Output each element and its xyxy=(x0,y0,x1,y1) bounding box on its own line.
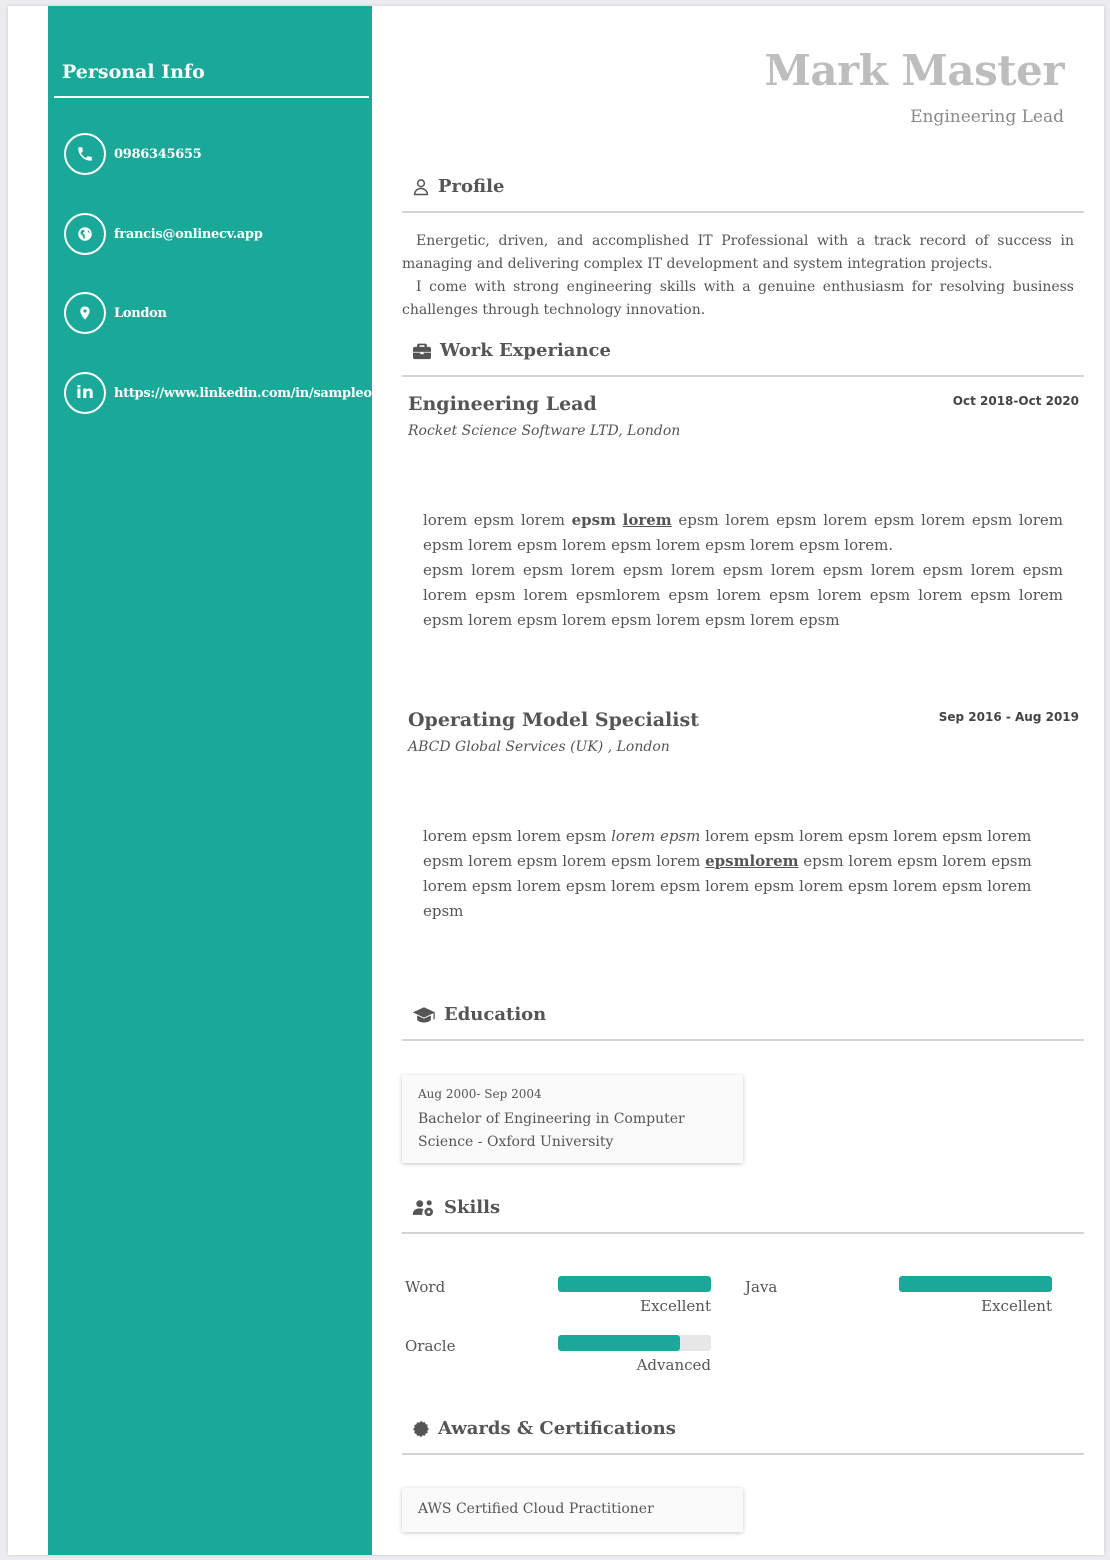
skill-level: Excellent xyxy=(640,1297,711,1315)
profile-heading-text: Profile xyxy=(438,176,505,197)
job-company: Rocket Science Software LTD, London xyxy=(408,423,681,439)
sidebar xyxy=(48,6,398,1555)
certificate-icon xyxy=(412,1420,430,1438)
work-divider xyxy=(402,375,1084,377)
skill-level: Excellent xyxy=(981,1297,1052,1315)
awards-divider xyxy=(402,1453,1084,1455)
skills-heading xyxy=(412,1197,500,1218)
desc-text: lorem epsm lorem epsm lorem epsm lorem epsm lorem epsm lorem epsm lorem xyxy=(423,827,1032,870)
skills-heading-text: Skills xyxy=(444,1197,501,1218)
linkedin-glyph: in xyxy=(76,382,94,403)
job-description-line: epsm lorem epsm lorem epsm lorem epsm lorem epsm lorem epsm lorem epsm lorem epsm lorem epsmlorem epsm lorem epsm lorem epsm lorem epsm lorem epsm lorem epsm lorem epsm lorem epsm lorem epsm xyxy=(423,561,1063,629)
graduation-cap-icon xyxy=(412,1006,436,1024)
skill-level: Advanced xyxy=(636,1356,711,1374)
award-item: AWS Certified Cloud Practitioner xyxy=(418,1501,654,1517)
education-heading xyxy=(412,1004,546,1025)
email-text[interactable]: francis@onlinecv.app xyxy=(114,226,263,242)
profile-paragraph: Energetic, driven, and accomplished IT Professional with a track record of success in managing and delivering complex IT development and system integration projects. xyxy=(402,233,1074,272)
location-text: London xyxy=(114,305,167,321)
skill-name: Oracle xyxy=(405,1337,456,1355)
candidate-title: Engineering Lead xyxy=(910,107,1064,127)
skill-bar xyxy=(558,1335,711,1351)
profile-paragraph: I come with strong engineering skills with a genuine enthusiasm for resolving business challenges through technology innovation. xyxy=(402,279,1074,318)
education-card xyxy=(402,1075,743,1163)
job-description-line xyxy=(423,508,1063,558)
award-card xyxy=(402,1488,743,1532)
job-title: Engineering Lead xyxy=(408,393,597,415)
desc-bold: epsm xyxy=(571,511,616,529)
linkedin-icon xyxy=(64,372,106,414)
desc-italic: lorem epsm xyxy=(611,827,701,845)
resume-page xyxy=(8,6,1104,1555)
briefcase-icon xyxy=(412,342,432,360)
desc-text: lorem epsm lorem epsm xyxy=(423,827,612,845)
user-icon xyxy=(412,177,430,197)
profile-heading xyxy=(412,176,504,197)
desc-text: epsm lorem epsm lorem epsm lorem epsm lorem epsm lorem epsm lorem epsm lorem epsm lorem epsm lorem. xyxy=(423,511,1063,554)
job-date: Sep 2016 - Aug 2019 xyxy=(938,710,1079,724)
job-description xyxy=(423,508,1063,633)
skill-name: Word xyxy=(405,1278,446,1296)
education-date: Aug 2000- Sep 2004 xyxy=(418,1087,542,1101)
globe-icon xyxy=(64,213,106,255)
skill-bar-fill xyxy=(558,1276,711,1292)
work-heading-text: Work Experiance xyxy=(440,340,611,361)
education-heading-text: Education xyxy=(444,1004,547,1025)
sidebar-title: Personal Info xyxy=(62,61,205,83)
users-cog-icon xyxy=(412,1199,436,1217)
contact-phone xyxy=(64,132,201,176)
education-degree: Bachelor of Engineering in Computer Science - Oxford University xyxy=(418,1111,685,1150)
profile-text xyxy=(402,230,1074,322)
profile-divider xyxy=(402,211,1084,213)
candidate-name: Mark Master xyxy=(764,46,1064,95)
education-divider xyxy=(402,1039,1084,1041)
skill-bar-fill xyxy=(899,1276,1052,1292)
linkedin-link[interactable]: https://www.linkedin.com/in/sampleonly/ xyxy=(114,385,398,401)
contact-email xyxy=(64,212,263,256)
sidebar-divider xyxy=(54,96,369,98)
job-description-line xyxy=(423,824,1035,924)
desc-bold-underline: lorem xyxy=(622,511,672,529)
desc-bold-underline: epsmlorem xyxy=(705,852,799,870)
job-title: Operating Model Specialist xyxy=(408,709,699,731)
awards-heading xyxy=(412,1418,676,1439)
job-company: ABCD Global Services (UK) , London xyxy=(408,739,670,755)
job-description xyxy=(423,824,1035,924)
skill-bar xyxy=(899,1276,1052,1292)
skill-bar-fill xyxy=(558,1335,680,1351)
desc-space xyxy=(616,511,623,529)
phone-text[interactable]: 0986345655 xyxy=(114,146,202,162)
contact-location xyxy=(64,291,167,335)
work-heading xyxy=(412,340,611,361)
job-date: Oct 2018-Oct 2020 xyxy=(952,394,1079,408)
desc-text: lorem epsm lorem xyxy=(423,511,572,529)
contact-linkedin xyxy=(64,371,397,415)
desc-text: epsm lorem epsm lorem epsm lorem epsm lorem epsm lorem epsm lorem epsm lorem epsm lorem epsm lorem epsm xyxy=(423,852,1032,920)
phone-icon xyxy=(64,133,106,175)
main-content xyxy=(402,6,1084,1555)
skill-name: Java xyxy=(745,1278,778,1296)
location-pin-icon xyxy=(64,292,106,334)
skill-bar xyxy=(558,1276,711,1292)
awards-heading-text: Awards & Certifications xyxy=(438,1418,676,1439)
skills-divider xyxy=(402,1232,1084,1234)
